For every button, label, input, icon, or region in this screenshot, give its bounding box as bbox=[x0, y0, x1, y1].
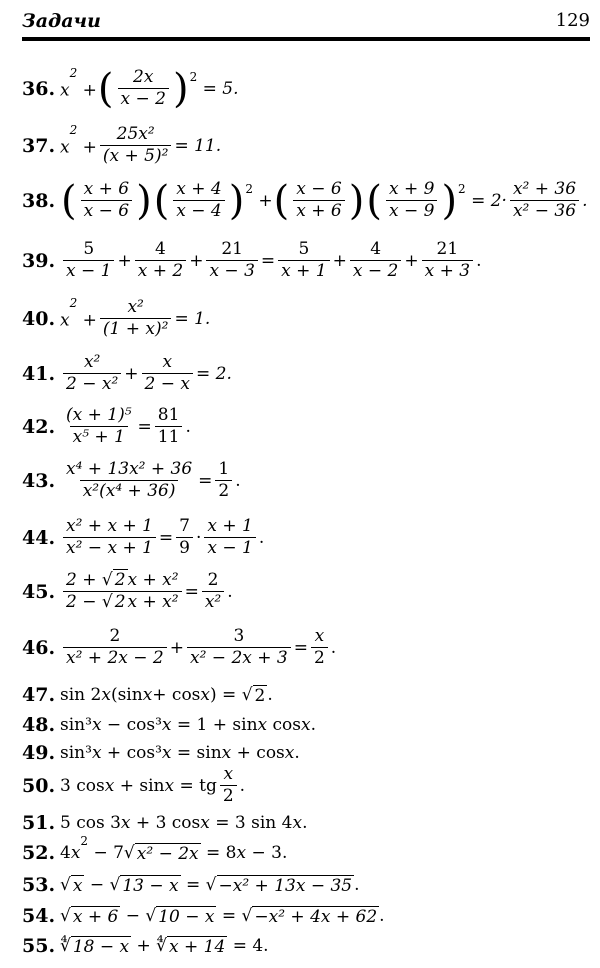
equation: 5 cos 3 x + 3 cos x = 3 sin 4 x . bbox=[60, 813, 308, 833]
equation: $\frac{\text{2 + √ 2 x + x²}}{\text{2 − √ 2 x + x²}}$ = $\frac{2}{\text{x²}}$ . bbox=[60, 571, 233, 613]
problem-42 bbox=[22, 406, 191, 448]
equation: $x^2$ + ( $\frac{2x}{x - 2}$ ) 2 = 5. bbox=[60, 65, 239, 112]
problem-50 bbox=[22, 765, 245, 807]
problem-number: 42. bbox=[22, 415, 56, 438]
equation: $\frac{\text{x²}}{\text{2 − x²}}$ + $\frac{x}{2 - x}$ = 2. bbox=[60, 353, 232, 395]
problem-number: 40. bbox=[22, 307, 56, 330]
problem-39 bbox=[22, 240, 481, 282]
problem-number: 54. bbox=[22, 905, 56, 927]
problem-38 bbox=[22, 177, 588, 224]
problem-number: 49. bbox=[22, 742, 56, 764]
problem-47 bbox=[22, 684, 273, 706]
section-title: Задачи bbox=[22, 10, 101, 32]
problem-number: 39. bbox=[22, 249, 56, 272]
equation: 3 cos x + sin x = tg $\frac{x}{2}$ . bbox=[60, 764, 246, 806]
problem-number: 43. bbox=[22, 469, 56, 492]
problem-36 bbox=[22, 65, 239, 112]
equation: $\frac{\text{x² + x + 1}}{\text{x² − x + 1}}$ = $\frac{7}{9}$ · $\frac{x + 1}{x - 1}$ . bbox=[60, 517, 264, 559]
equation: ∜ 18 − x + ∜ x + 14 = 4. bbox=[60, 936, 269, 957]
problem-number: 53. bbox=[22, 874, 56, 896]
problem-43 bbox=[22, 460, 241, 502]
problem-number: 55. bbox=[22, 935, 56, 957]
problem-number: 37. bbox=[22, 134, 56, 157]
problem-46 bbox=[22, 627, 336, 669]
equation: 4 x 2 − 7√ x² − 2x = 8 x − 3. bbox=[60, 834, 288, 864]
problem-44 bbox=[22, 517, 264, 559]
problem-51 bbox=[22, 812, 307, 834]
problem-number: 51. bbox=[22, 812, 56, 834]
problem-48 bbox=[22, 714, 316, 736]
equation: √ x + 6 − √ 10 − x = √ −x² + 4x + 62 . bbox=[60, 906, 385, 927]
header-rule bbox=[22, 37, 590, 41]
problem-number: 50. bbox=[22, 774, 56, 797]
problem-number: 48. bbox=[22, 714, 56, 736]
equation: $x^2$ + $\frac{\text{25x²}}{\text{(x + 5)²}}$ = 11. bbox=[60, 122, 222, 166]
problem-number: 45. bbox=[22, 580, 56, 603]
equation: sin³ x − cos³ x = 1 + sin x cos x . bbox=[60, 715, 316, 735]
equation: √ x − √ 13 − x = √ −x² + 13x − 35 . bbox=[60, 875, 360, 896]
problem-number: 52. bbox=[22, 842, 56, 864]
problem-54 bbox=[22, 905, 385, 927]
problem-number: 41. bbox=[22, 362, 56, 385]
problem-41 bbox=[22, 353, 232, 395]
equation: $x^2$ + $\frac{\text{x²}}{\text{(1 + x)²}}$ = 1. bbox=[60, 295, 211, 339]
problem-40 bbox=[22, 295, 211, 340]
equation: sin³ x + cos³ x = sin x + cos x . bbox=[60, 743, 300, 763]
page-number: 129 bbox=[555, 10, 590, 31]
problem-49 bbox=[22, 742, 300, 764]
equation: sin 2 x (sin x + cos x ) = √ 2 . bbox=[60, 685, 273, 706]
problem-53 bbox=[22, 874, 360, 896]
problem-52 bbox=[22, 834, 288, 864]
equation: $\frac{2}{\text{x² + 2x − 2}}$ + $\frac{3}{\text{x² − 2x + 3}}$ = $\frac{x}{2}$ . bbox=[60, 627, 336, 669]
problem-37 bbox=[22, 122, 222, 167]
equation: $\frac{\text{(x + 1)⁵}}{\text{x⁵ + 1}}$ = $\frac{81}{11}$ . bbox=[66, 405, 191, 447]
problem-number: 38. bbox=[22, 189, 56, 212]
problem-number: 46. bbox=[22, 636, 56, 659]
page-header bbox=[22, 10, 590, 36]
equation: $\frac{5}{x - 1}$ + $\frac{4}{x + 2}$ + $\frac{21}{x - 3}$ = $\frac{5}{x + 1}$ + $\frac{4}{x - 2}$ + $\frac{21}{x + 3}$ . bbox=[60, 240, 481, 282]
problem-number: 47. bbox=[22, 684, 56, 706]
problem-number: 44. bbox=[22, 526, 56, 549]
equation: $\frac{\text{x⁴ + 13x² + 36}}{\text{x²(x⁴ + 36)}}$ = $\frac{1}{2}$ . bbox=[66, 459, 241, 501]
equation: ( $\frac{x + 6}{x - 6}$ ) ( $\frac{x + 4}{x - 4}$ ) 2 + ( $\frac{x - 6}{x + 6}$ ) ( $\frac{x + 9}{x - 9}$ ) 2 = 2· $\frac{\text{x² + 36}}{\text{x² − 36}}$ . bbox=[61, 177, 588, 224]
problem-45 bbox=[22, 571, 233, 613]
problem-55 bbox=[22, 935, 269, 957]
problem-number: 36. bbox=[22, 77, 56, 100]
